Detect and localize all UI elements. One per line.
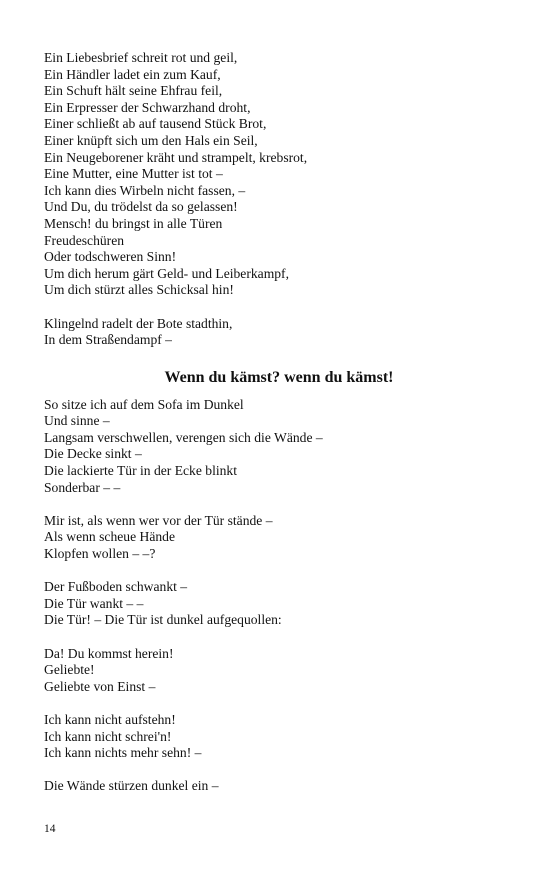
verse-line: Und Du, du trödelst da so gelassen! xyxy=(44,199,238,215)
poem-title: Wenn du kämst? wenn du kämst! xyxy=(164,368,394,386)
verse-line: Freudeschüren xyxy=(44,232,125,248)
stanza-break xyxy=(44,496,514,513)
poem xyxy=(44,397,514,795)
stanza xyxy=(44,397,514,497)
verse-line: In dem Straßendampf – xyxy=(44,332,172,348)
stanza xyxy=(44,778,514,795)
verse-line: Sonderbar – – xyxy=(44,479,121,495)
stanza xyxy=(44,712,514,762)
verse-line: Mir ist, als wenn wer vor der Tür stände – xyxy=(44,512,273,528)
verse-line: Ein Liebesbrief schreit rot und geil, xyxy=(44,50,238,65)
verse-line: Ich kann nicht aufstehn! xyxy=(44,711,176,727)
stanza xyxy=(44,579,514,629)
verse-line: Um dich stürzt alles Schicksal hin! xyxy=(44,282,234,298)
verse-line: Die Tür! – Die Tür ist dunkel aufgequollen: xyxy=(44,612,282,628)
verse-line: Die lackierte Tür in der Ecke blinkt xyxy=(44,463,238,479)
verse-line: Klingelnd radelt der Bote stadthin, xyxy=(44,315,233,331)
verse-line: Langsam verschwellen, verengen sich die Wände – xyxy=(44,429,323,445)
verse-line: Die Tür wankt – – xyxy=(44,595,144,611)
stanza xyxy=(44,646,514,696)
stanza xyxy=(44,513,514,563)
verse-line: Die Decke sinkt – xyxy=(44,446,142,462)
stanza-break xyxy=(44,629,514,646)
verse-line: Eine Mutter, eine Mutter ist tot – xyxy=(44,166,223,182)
verse-line: So sitze ich auf dem Sofa im Dunkel xyxy=(44,396,244,412)
stanza xyxy=(44,316,514,349)
verse-line: Da! Du kommst herein! xyxy=(44,645,174,661)
stanza xyxy=(44,50,514,299)
verse-line: Einer knüpft sich um den Hals ein Seil, xyxy=(44,132,258,148)
verse-line: Ein Händler ladet ein zum Kauf, xyxy=(44,66,221,82)
verse-line: Der Fußboden schwankt – xyxy=(44,579,188,595)
verse-line: Und sinne – xyxy=(44,413,110,429)
verse-line: Ich kann dies Wirbeln nicht fassen, – xyxy=(44,182,246,198)
verse-line: Um dich herum gärt Geld- und Leiberkampf, xyxy=(44,265,289,281)
verse-line: Oder todschweren Sinn! xyxy=(44,249,177,265)
verse-line: Klopfen wollen – –? xyxy=(44,546,156,562)
stanza-break xyxy=(44,299,514,316)
verse-line: Ein Erpresser der Schwarzhand droht, xyxy=(44,99,251,115)
stanza-break xyxy=(44,695,514,712)
page-number: 14 xyxy=(44,823,56,835)
verse-line: Einer schließt ab auf tausend Stück Brot, xyxy=(44,116,267,132)
stanza-break xyxy=(44,563,514,580)
verse-line: Ein Schuft hält seine Ehfrau feil, xyxy=(44,83,223,99)
verse-line: Ein Neugeborener kräht und strampelt, krebsrot, xyxy=(44,149,308,165)
verse-line: Geliebte! xyxy=(44,662,95,678)
stanza-break xyxy=(44,762,514,779)
page-body xyxy=(44,50,514,795)
verse-line: Geliebte von Einst – xyxy=(44,678,156,694)
verse-line: Die Wände stürzen dunkel ein – xyxy=(44,778,219,794)
verse-line: Als wenn scheue Hände xyxy=(44,529,175,545)
verse-line: Ich kann nicht schrei'n! xyxy=(44,728,172,744)
continued-poem xyxy=(44,50,514,349)
verse-line: Ich kann nichts mehr sehn! – xyxy=(44,745,202,761)
verse-line: Mensch! du bringst in alle Türen xyxy=(44,215,223,231)
